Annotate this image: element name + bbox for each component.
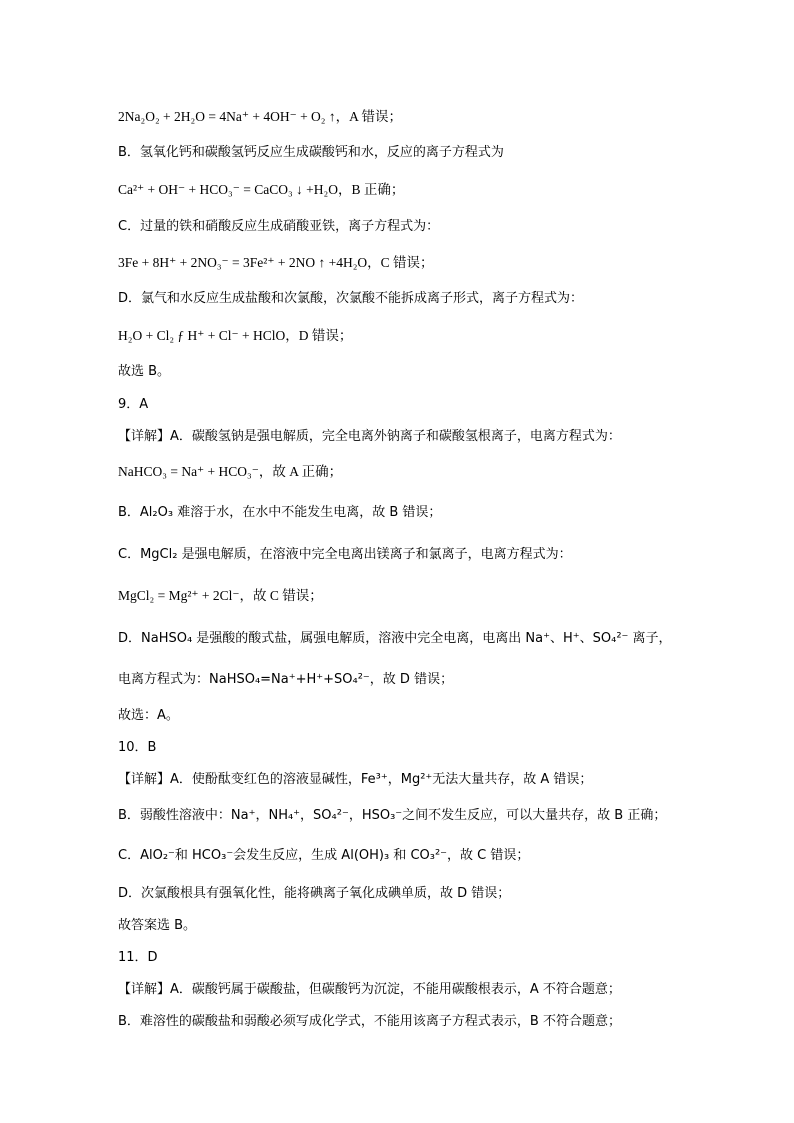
equation-line: 2Na₂O₂ + 2H₂O = 4Na⁺ + 4OH⁻ + O₂ ↑，A 错误； [118, 109, 403, 124]
text-line: 故答案选 B。 [118, 918, 197, 933]
text-line: B．氢氧化钙和碳酸氢钙反应生成碳酸钙和水，反应的离子方程式为 [118, 145, 504, 160]
text-line: C．AlO₂⁻和 HCO₃⁻会发生反应，生成 Al(OH)₃ 和 CO₃²⁻，故 C 错误； [118, 848, 530, 863]
text-line: D．次氯酸根具有强氧化性，能将碘离子氧化成碘单质，故 D 错误； [118, 886, 511, 901]
text-line: D．NaHSO₄ 是强酸的酸式盐，属强电解质，溶液中完全电离，电离出 Na⁺、H⁺、SO₄²⁻ 离子， [118, 631, 672, 646]
question-number: 10．B [118, 740, 157, 755]
text-line: 【详解】A．使酚酞变红色的溶液显碱性，Fe³⁺，Mg²⁺无法大量共存，故 A 错误； [118, 772, 593, 787]
text-line: 电离方程式为：NaHSO₄=Na⁺+H⁺+SO₄²⁻，故 D 错误； [118, 672, 454, 687]
equation-line: NaHCO₃ = Na⁺ + HCO₃⁻，故 A 正确； [118, 464, 343, 479]
question-number: 9．A [118, 397, 149, 412]
text-line: 故选：A。 [118, 708, 179, 723]
text-line: B．弱酸性溶液中：Na⁺，NH₄⁺，SO₄²⁻，HSO₃⁻之间不发生反应，可以大量共存，故 B 正确； [118, 808, 667, 823]
equation-line: H₂O + Cl₂ ƒ H⁺ + Cl⁻ + HClO，D 错误； [118, 328, 353, 343]
text-line: 故选 B。 [118, 364, 171, 379]
text-line: 【详解】A．碳酸钙属于碳酸盐，但碳酸钙为沉淀，不能用碳酸根表示，A 不符合题意； [118, 982, 621, 997]
text-line: B．Al₂O₃ 难溶于水，在水中不能发生电离，故 B 错误； [118, 505, 442, 520]
text-line: C．过量的铁和硝酸反应生成硝酸亚铁，离子方程式为： [118, 219, 440, 234]
text-line: B．难溶性的碳酸盐和弱酸必须写成化学式，不能用该离子方程式表示，B 不符合题意； [118, 1014, 621, 1029]
text-line: C．MgCl₂ 是强电解质，在溶液中完全电离出镁离子和氯离子，电离方程式为： [118, 547, 572, 562]
equation-line: Ca²⁺ + OH⁻ + HCO₃⁻ = CaCO₃ ↓ +H₂O，B 正确； [118, 182, 405, 197]
question-number: 11．D [118, 950, 158, 965]
text-line: 【详解】A．碳酸氢钠是强电解质，完全电离外钠离子和碳酸氢根离子，电离方程式为： [118, 429, 621, 444]
text-line: D．氯气和水反应生成盐酸和次氯酸，次氯酸不能拆成离子形式，离子方程式为： [118, 291, 584, 306]
equation-line: MgCl₂ = Mg²⁺ + 2Cl⁻，故 C 错误； [118, 588, 323, 603]
equation-line: 3Fe + 8H⁺ + 2NO₃⁻ = 3Fe²⁺ + 2NO ↑ +4H₂O，C 错误； [118, 255, 434, 270]
